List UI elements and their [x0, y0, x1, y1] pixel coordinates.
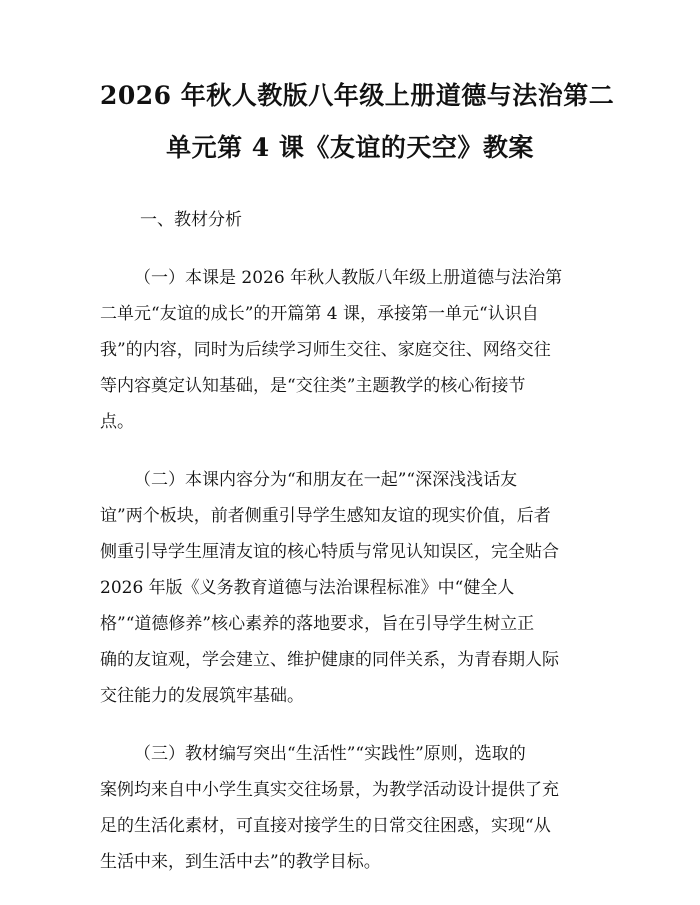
document-title	[100, 70, 615, 174]
paragraph-line: 我”的内容，同时为后续学习师生交往、家庭交往、网络交往	[100, 340, 551, 360]
paragraph-line: 案例均来自中小学生真实交往场景，为教学活动设计提供了充	[100, 780, 559, 800]
paragraph-line: 交往能力的发展筑牢基础。	[100, 686, 304, 706]
paragraph-line: 确的友谊观，学会建立、维护健康的同伴关系，为青春期人际	[100, 650, 559, 670]
paragraph-line: （三）教材编写突出“生活性”“实践性”原则，选取的	[134, 744, 526, 764]
paragraph-line: 2026 年版《义务教育道德与法治课程标准》中“健全人	[100, 578, 515, 598]
section-heading: 一、教材分析	[140, 210, 242, 230]
paragraph-2	[100, 462, 600, 714]
paragraph-line: （一）本课是 2026 年秋人教版八年级上册道德与法治第	[134, 268, 563, 288]
paragraph-line: 生活中来，到生活中去”的教学目标。	[100, 852, 381, 872]
paragraph-line: 二单元“友谊的成长”的开篇第 4 课，承接第一单元“认识自	[100, 304, 539, 324]
paragraph-line: 等内容奠定认知基础，是“交往类”主题教学的核心衔接节	[100, 376, 526, 396]
paragraph-1	[100, 260, 600, 440]
paragraph-3	[100, 736, 600, 880]
paragraph-line: 点。	[100, 412, 134, 432]
paragraph-line: （二）本课内容分为“和朋友在一起”“深深浅浅话友	[134, 470, 518, 490]
paragraph-line: 谊”两个板块，前者侧重引导学生感知友谊的现实价值，后者	[100, 506, 551, 526]
title-line: 单元第 4 课《友谊的天空》教案	[166, 133, 534, 162]
paragraph-line: 侧重引导学生厘清友谊的核心特质与常见认知误区，完全贴合	[100, 542, 559, 562]
paragraph-line: 足的生活化素材，可直接对接学生的日常交往困惑，实现“从	[100, 816, 551, 836]
title-line: 2026 年秋人教版八年级上册道德与法治第二	[100, 81, 615, 110]
paragraph-line: 格”“道德修养”核心素养的落地要求，旨在引导学生树立正	[100, 614, 535, 634]
